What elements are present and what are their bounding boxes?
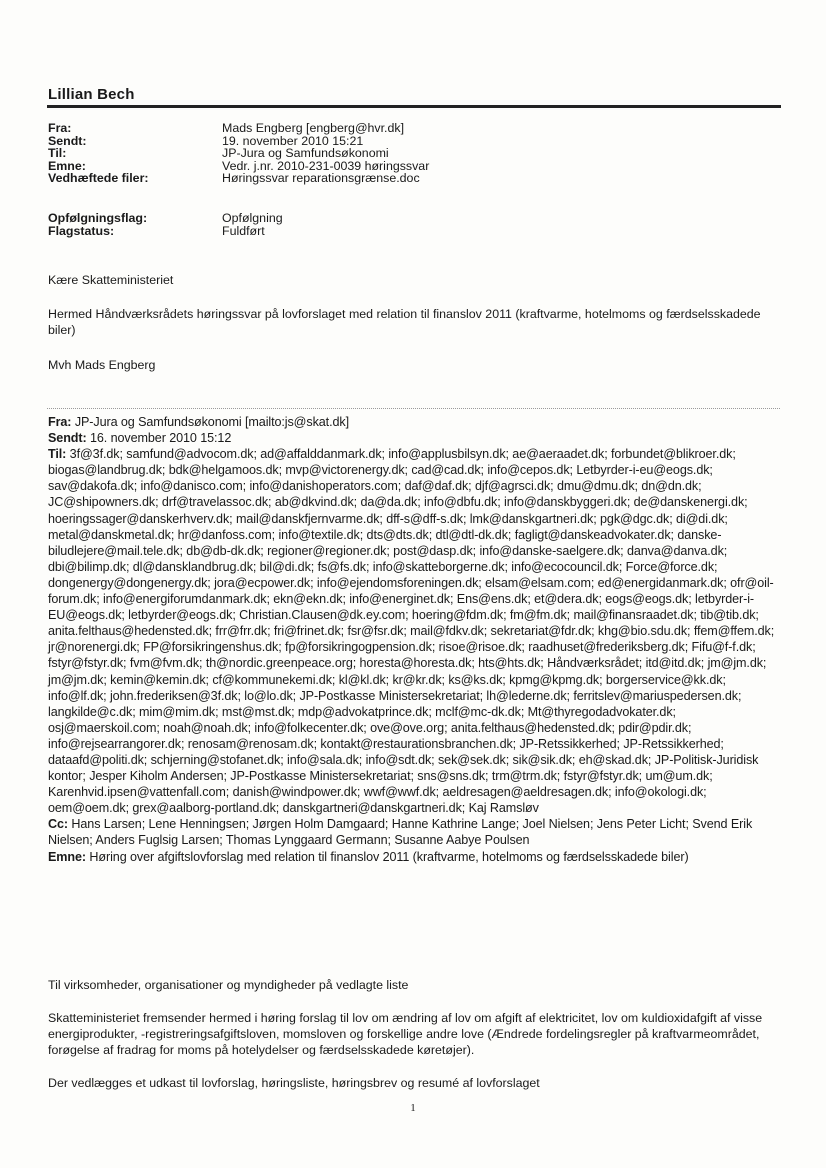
header-field-row: [48, 122, 429, 135]
cc-label: Cc:: [48, 817, 68, 832]
header-field-label: Sendt:: [48, 133, 87, 148]
message-paragraph: Hermed Håndværksrådets høringssvar på lovforslaget med relation til finanslov 2011 (kraftvarme, hotelmoms og færdselsskadede biler): [48, 307, 761, 337]
forwarded-from-line: [48, 414, 782, 430]
forwarded-subject-line: [48, 849, 782, 865]
forwarded-subject: Høring over afgiftslovforslag med relation til finanslov 2011 (kraftvarme, hotelmoms og færdselsskadede biler): [89, 849, 689, 864]
body-paragraph: Skatteministeriet fremsender hermed i høring forslag til lov om ændring af lov om afgift af elektricitet, lov om kuldioxidafgift af visse energiprodukter, -registreringsafgiftsloven, momsloven og forskellige andre love (Ændrede fordelingsregler på kraftvarmeområdet, forøgelse af fradrag for moms på hotelydelser og færdselsskadede køretøjer).: [48, 1011, 763, 1057]
header-rule: [47, 105, 781, 108]
header-field-value: JP-Jura og Samfundsøkonomi: [222, 146, 389, 161]
forwarded-sent: 16. november 2010 15:12: [89, 431, 232, 446]
forwarded-cc-line: [48, 816, 782, 848]
header-field-value: Mads Engberg [engberg@hvr.dk]: [222, 121, 405, 135]
header-field-row: [48, 172, 429, 185]
forwarded-from: JP-Jura og Samfundsøkonomi [mailto:js@skat.dk]: [74, 415, 349, 429]
header-field-value: Fuldført: [222, 223, 265, 238]
header-field-value: Opfølgning: [222, 211, 283, 225]
mailbox-owner-name: Lillian Bech: [48, 86, 135, 103]
header-field-label: Vedhæftede filer:: [48, 171, 149, 186]
from-label: Fra:: [48, 415, 72, 429]
header-field-label: Flagstatus:: [48, 223, 115, 238]
greeting: Kære Skatteministeriet: [48, 273, 174, 287]
flag-fields: [48, 212, 283, 237]
header-field-row: [48, 212, 283, 225]
header-field-value: Vedr. j.nr. 2010-231-0039 høringssvar: [222, 158, 430, 173]
body-intro: Til virksomheder, organisationer og myndigheder på vedlagte liste: [48, 978, 409, 992]
message-header-fields: [48, 122, 429, 185]
to-label: Til:: [48, 447, 67, 462]
header-field-row: [48, 225, 283, 238]
header-field-value: 19. november 2010 15:21: [222, 133, 364, 148]
forward-separator: [47, 408, 780, 409]
header-field-label: Fra:: [48, 121, 72, 135]
forwarded-to-line: [48, 446, 782, 816]
forwarded-sent-line: [48, 430, 782, 446]
header-field-label: Til:: [48, 146, 67, 161]
forwarded-recipients: 3f@3f.dk; samfund@advocom.dk; ad@affalddanmark.dk; info@applusbilsyn.dk; ae@aeraadet.dk; forbundet@blikroer.dk; biogas@landbrug.dk; bdk@helgamoos.dk; mvp@victorenergy.dk; cad@cad.dk; info@cepos.dk; Letbyrder-i-eu@eogs.dk; sav@dakofa.dk; info@danisco.com; info@danishoperators.com; daf@daf.dk; djf@agrsci.dk; dmu@dmu.dk; dn@dn.dk; JC@shipowners.dk; drf@travelassoc.dk; ab@dkvind.dk; da@da.dk; info@dbfu.dk; info@danskbyggeri.dk; de@danskenergi.dk; hoeringssager@danskerhverv.dk; mail@danskfjernvarme.dk; dff-s@dff-s.dk; lmk@danskgartneri.dk; pgk@dgc.dk; di@di.dk; metal@danskmetal.dk; hr@danfoss.com; info@textile.dk; dts@dts.dk; dtl@dtl-dk.dk; fagligt@danskeadvokater.dk; danske-biludlejere@mail.tele.dk; db@db-dk.dk; regioner@regioner.dk; post@dasp.dk; info@danske-saelgere.dk; danva@danva.dk; dbi@bilimp.dk; dl@dansklandbrug.dk; bil@di.dk; fs@fs.dk; info@skatteborgerne.dk; info@ecocouncil.dk; Force@force.dk; dongenergy@dongenergy.dk; jora@ecpower.dk; info@ejendomsforeningen.dk; elsam@elsam.com; ed@energidanmark.dk; ofr@oil-forum.dk; info@energiforumdanmark.dk; ekn@ekn.dk; info@energinet.dk; Ens@ens.dk; et@dera.dk; eogs@eogs.dk; letbyrder-i-EU@eogs.dk; letbyrder@eogs.dk; Christian.Clausen@dk.ey.com; hoering@fdm.dk; fm@fm.dk; mail@finansraadet.dk; tib@tib.dk; anita.felthaus@hedensted.dk; frr@frr.dk; fri@frinet.dk; fsr@fsr.dk; mail@fdkv.dk; sekretariat@fdr.dk; khg@bio.sdu.dk; ffem@ffem.dk; jr@norenergi.dk; FP@forsikringenshus.dk; fp@forsikringogpension.dk; risoe@risoe.dk; raadhuset@frederiksberg.dk; Fifu@f-f.dk; fstyr@fstyr.dk; fvm@fvm.dk; th@nordic.greenpeace.org; horesta@horesta.dk; hts@hts.dk; Håndværksrådet; itd@itd.dk; jm@jm.dk; jm@jm.dk; kemin@kemin.dk; cf@kommunekemi.dk; kl@kl.dk; kr@kr.dk; ks@ks.dk; kpmg@kpmg.dk; borgerservice@kk.dk; info@lf.dk; john.frederiksen@3f.dk; lo@lo.dk; JP-Postkasse Ministersekretariat; lh@lederne.dk; ferritslev@mariuspedersen.dk; langkilde@c.dk; mim@mim.dk; mst@mst.dk; mdp@advokatprince.dk; mclf@mc-dk.dk; Mt@thyregodadvokater.dk; osj@maerskoil.com; noah@noah.dk; info@folkecenter.dk; ove@ove.org; anita.felthaus@hedensted.dk; pdir@pdir.dk; info@rejsearrangorer.dk; renosam@renosam.dk; kontakt@restaurationsbranchen.dk; JP-Retssikkerhed; JP-Retssikkerhed; dataafd@politi.dk; schjerning@stofanet.dk; info@sala.dk; info@sdt.dk; sek@sek.dk; sik@sik.dk; eh@skad.dk; JP-Politisk-Juridisk kontor; Jesper Kiholm Andersen; JP-Postkasse Ministersekretariat; sns@sns.dk; trm@trm.dk; fstyr@fstyr.dk; um@um.dk; Karenhvid.ipsen@vattenfall.com; danish@windpower.dk; wwf@wwf.dk; aeldresagen@aeldresagen.dk; info@okologi.dk; oem@oem.dk; grex@aalborg-portland.dk; danskgartneri@danskgartneri.dk; Kaj Ramsløv: [48, 447, 775, 816]
header-field-row: [48, 147, 429, 160]
signoff: Mvh Mads Engberg: [48, 358, 156, 372]
sent-label: Sendt:: [48, 431, 87, 446]
header-field-label: Opfølgningsflag:: [48, 211, 148, 225]
body-closing: Der vedlægges et udkast til lovforslag, høringsliste, høringsbrev og resumé af lovforslaget: [48, 1076, 540, 1090]
subject-label: Emne:: [48, 849, 86, 864]
forwarded-cc: Hans Larsen; Lene Henningsen; Jørgen Holm Damgaard; Hanne Kathrine Lange; Joel Nielsen; Jens Peter Licht; Svend Erik Nielsen; Anders Fuglsig Larsen; Thomas Lynggaard Germann; Susanne Aabye Poulsen: [48, 817, 753, 848]
forwarded-header: [48, 414, 782, 865]
header-field-label: Emne:: [48, 158, 86, 173]
page-number: 1: [410, 1102, 416, 1114]
header-field-value: Høringssvar reparationsgrænse.doc: [222, 171, 420, 186]
